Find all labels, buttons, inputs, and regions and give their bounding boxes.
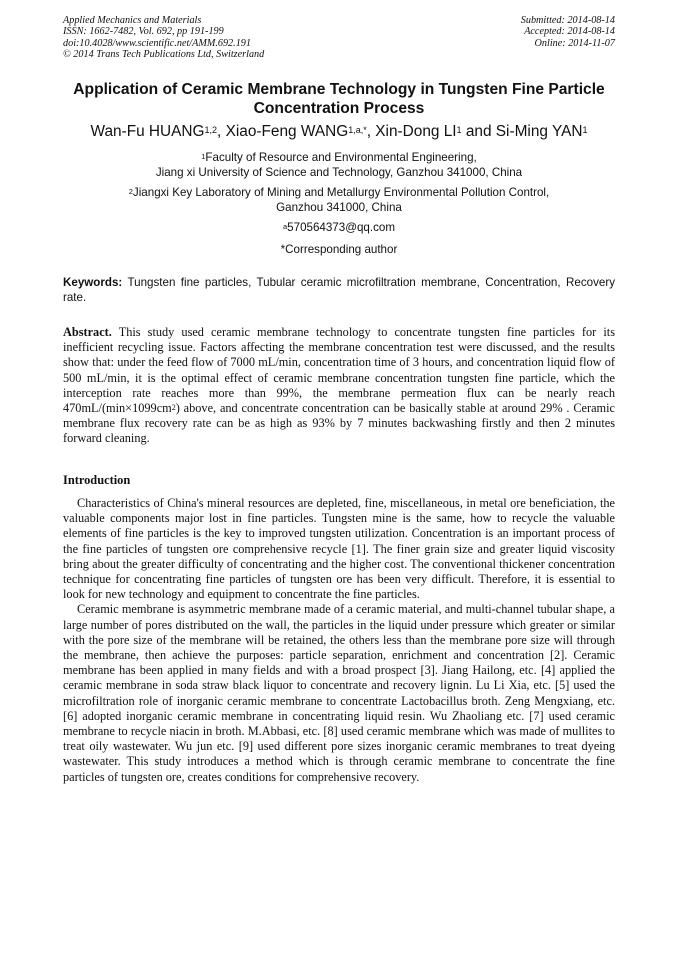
abstract-text: ) above, and concentrate concentration can be basically stable at around 29% . Ceramic membrane flux recovery rate can be as high as 93% by 7 minutes backwashing firstly and then 2 minutes forward cleaning. xyxy=(63,401,615,446)
introduction-body xyxy=(63,496,615,785)
affiliation-1 xyxy=(40,151,638,180)
doi-link[interactable]: doi:10.4028/www.scientific.net/AMM.692.191 xyxy=(63,37,251,49)
paragraph: Ceramic membrane is asymmetric membrane made of a ceramic material, and multi-channel tubular shape, a large number of pores distributed on the wall, the particles in the liquid under pressure which greater or similar with the pore size of the membrane will be retained, the others less than the membrane pore size will through the membrane, then achieve the purposes: particle separation, enrichment and concentration [2]. Ceramic membrane has been applied in many fields and with a broad prospect [3]. Jiang Hailong, etc. [4] applied the ceramic membrane in soda straw black liquor to concentrate and recovery lignin. Lu Li Xia, etc. [5] used the microfiltration role of inorganic ceramic membrane to concentrate Lactobacillus broth. Zeng Mengxiang, etc. [6] adopted inorganic ceramic membrane in concentrating liquid resin. Wu Zhaoliang etc. [7] used ceramic membrane to recycle niacin in broth. M.Abbasi, etc. [8] used ceramic membrane which was made of mullites to treat oily wastewater. Wu jun etc. [9] used different pore sizes inorganic ceramic membranes to treat dyeing wastewater. This study introduces a method which is through ceramic membrane to concentrate the fine particles of tungsten ore, creates conditions for comprehensive recovery. xyxy=(63,602,615,784)
author-list xyxy=(20,123,658,141)
affiliation-line: Ganzhou 341000, China xyxy=(276,200,402,214)
submitted-date: Submitted: 2014-08-14 xyxy=(520,15,615,26)
email-line xyxy=(40,221,638,236)
author-affiliation-mark: 1,2 xyxy=(204,125,218,135)
email-mark: a xyxy=(283,222,288,231)
keywords-text: Tungsten fine particles, Tubular ceramic microfiltration membrane, Concentration, Recovery rate. xyxy=(63,276,615,304)
author-affiliation-mark: 1 xyxy=(456,125,462,135)
accepted-date: Accepted: 2014-08-14 xyxy=(524,26,615,38)
journal-header xyxy=(63,15,264,61)
author-name: , Xin-Dong LI xyxy=(366,123,457,140)
dates-header xyxy=(521,15,615,49)
affiliation-2 xyxy=(40,186,638,215)
issn-line: ISSN: 1662-7482, Vol. 692, pp 191-199 xyxy=(63,26,224,38)
journal-name: Applied Mechanics and Materials xyxy=(63,15,202,26)
affiliation-line: Jiangxi Key Laboratory of Mining and Metallurgy Environmental Pollution Control, xyxy=(132,186,550,199)
section-heading-introduction: Introduction xyxy=(63,473,131,487)
online-date: Online: 2014-11-07 xyxy=(534,37,615,49)
affiliation-mark: 1 xyxy=(201,152,206,161)
copyright-line: © 2014 Trans Tech Publications Ltd, Switzerland xyxy=(63,49,265,61)
affiliation-line: Faculty of Resource and Environmental Engineering, xyxy=(205,151,477,164)
keywords-block xyxy=(63,276,615,305)
author-name: , Xiao-Feng WANG xyxy=(217,123,349,140)
abstract-text: This study used ceramic membrane technology to concentrate tungsten fine particles for its inefficient recycling issue. Factors affecting the membrane concentration test were discussed, and the results show that: under the feed flow of 7000 mL/min, concentration time of 3 hours, and concentration liquid flow of 500 mL/min, it is the optimal effect of ceramic membrane concentration tungsten fine particle, which the interception rate reaches more than 99%, the membrane permeation flux can be nearly reach 470mL/(min×1099cm xyxy=(63,325,615,416)
abstract-block xyxy=(63,325,615,447)
author-affiliation-mark: 1 xyxy=(582,125,588,135)
affiliation-mark: 2 xyxy=(128,187,133,196)
paragraph: Characteristics of China's mineral resources are depleted, fine, miscellaneous, in metal ore beneficiation, the valuable components major lost in fine particles. Tungsten mine is the same, how to recycle the valuable elements of fine particles is the key to improved tungsten utilization. Concentration is an important process of the fine particles of tungsten ore comprehensive recycle [1]. The finer grain size and greater liquid viscosity bring about the greater difficulty of concentrating and the higher cost. The conventional thickener concentration technique for concentrating fine particles of tungsten ore has been very difficult. Therefore, it is essential to look for new technology and equipment to concentrate the fine particles. xyxy=(63,496,615,602)
author-name: Wan-Fu HUANG xyxy=(90,123,205,140)
email-address[interactable]: 570564373@qq.com xyxy=(287,221,395,234)
author-name: and Si-Ming YAN xyxy=(461,123,583,140)
corresponding-author: *Corresponding author xyxy=(280,243,398,256)
abstract-label: Abstract. xyxy=(63,325,112,339)
paper-title: Application of Ceramic Membrane Technology in Tungsten Fine Particle Concentration Process xyxy=(73,81,605,117)
author-affiliation-mark: 1,a,* xyxy=(348,125,367,135)
keywords-label: Keywords: xyxy=(63,276,123,289)
affiliation-line: Jiang xi University of Science and Technology, Ganzhou 341000, China xyxy=(155,165,523,179)
abstract-superscript: 2 xyxy=(171,403,176,413)
